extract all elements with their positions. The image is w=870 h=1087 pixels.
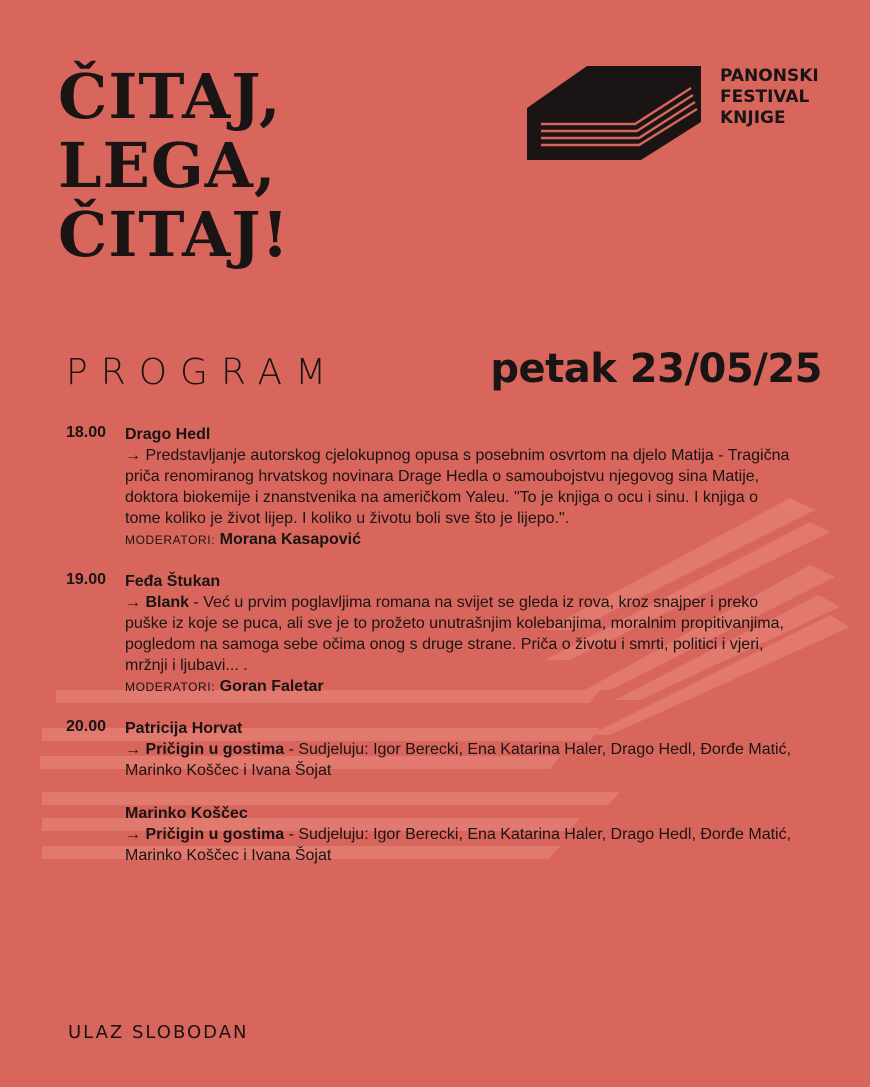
festival-slogan <box>58 62 290 269</box>
moderator-name: Morana Kasapović <box>219 531 362 548</box>
brand-line-3: KNJIGE <box>720 108 786 128</box>
program-entry <box>66 424 796 551</box>
entry-time: 20.00 <box>66 718 107 735</box>
entry-speaker: Marinko Koščec <box>125 805 248 822</box>
arrow-icon: → <box>125 447 146 464</box>
entry-description <box>125 592 796 676</box>
stacked-books-icon <box>527 64 701 160</box>
slogan-line-1: ČITAJ, <box>58 60 282 133</box>
moderator-label: MODERATORI: <box>125 680 216 694</box>
moderator-label: MODERATORI: <box>125 533 216 547</box>
arrow-icon: → <box>125 594 146 611</box>
event-date: petak 23/05/25 <box>490 346 822 392</box>
entry-description-text: - Već u prvim poglavljima romana na svijet se gleda iz rova, kroz snajper i preko puške iz koje se puca, ali sve je to prožeto unutrašnjim kolebanjima, moralnim propitivanjima, pogledom na samoga sebe očima onog s druge strane. Priča o životu i smrti, politici i vjeri, mržnji i ljubavi... . <box>125 594 784 674</box>
entry-time: 18.00 <box>66 424 107 441</box>
book-title: Blank <box>145 594 190 611</box>
free-entry-note: ULAZ SLOBODAN <box>68 1022 249 1043</box>
entry-time: 19.00 <box>66 571 107 588</box>
entry-speaker: Feđa Štukan <box>125 573 221 590</box>
arrow-icon: → <box>125 741 146 758</box>
entry-moderator <box>125 529 796 551</box>
entry-speaker: Drago Hedl <box>125 426 211 443</box>
program-entry <box>66 803 796 866</box>
brand-line-1: PANONSKI <box>720 66 819 86</box>
entry-speaker: Patricija Horvat <box>125 720 243 737</box>
brand-line-2: FESTIVAL <box>720 87 810 107</box>
entry-description <box>125 445 796 529</box>
book-title: Pričigin u gostima <box>145 741 285 758</box>
program-heading: PROGRAM <box>66 352 340 393</box>
moderator-name: Goran Faletar <box>219 678 324 695</box>
entry-description-text: - Sudjeluju: Igor Berecki, Ena Katarina Haler, Drago Hedl, Đorđe Matić, Marinko Koščec i Ivana Šojat <box>125 741 792 779</box>
entry-description <box>125 824 796 866</box>
arrow-icon: → <box>125 826 146 843</box>
slogan-line-3: ČITAJ! <box>58 198 290 271</box>
festival-brand <box>720 66 819 129</box>
entry-description-text: Predstavljanje autorskog cjelokupnog opusa s posebnim osvrtom na djelo Matija - Tragična priča renomiranog hrvatskog novinara Drage Hedla o samoubojstvu njegovog sina Matije, doktora biokemije i znanstvenika na američkom Yaleu. "To je knjiga o ocu i sinu. I knjiga o tome koliko je život lijep. I koliko u životu boli sve što je lijepo.". <box>125 447 790 527</box>
program-entry <box>66 718 796 781</box>
entry-description-text: - Sudjeluju: Igor Berecki, Ena Katarina Haler, Drago Hedl, Đorđe Matić, Marinko Koščec i Ivana Šojat <box>125 826 792 864</box>
entry-description <box>125 739 796 781</box>
slogan-line-2: LEGA, <box>58 129 277 202</box>
program-entry <box>66 571 796 698</box>
entry-moderator <box>125 676 796 698</box>
book-title: Pričigin u gostima <box>145 826 285 843</box>
